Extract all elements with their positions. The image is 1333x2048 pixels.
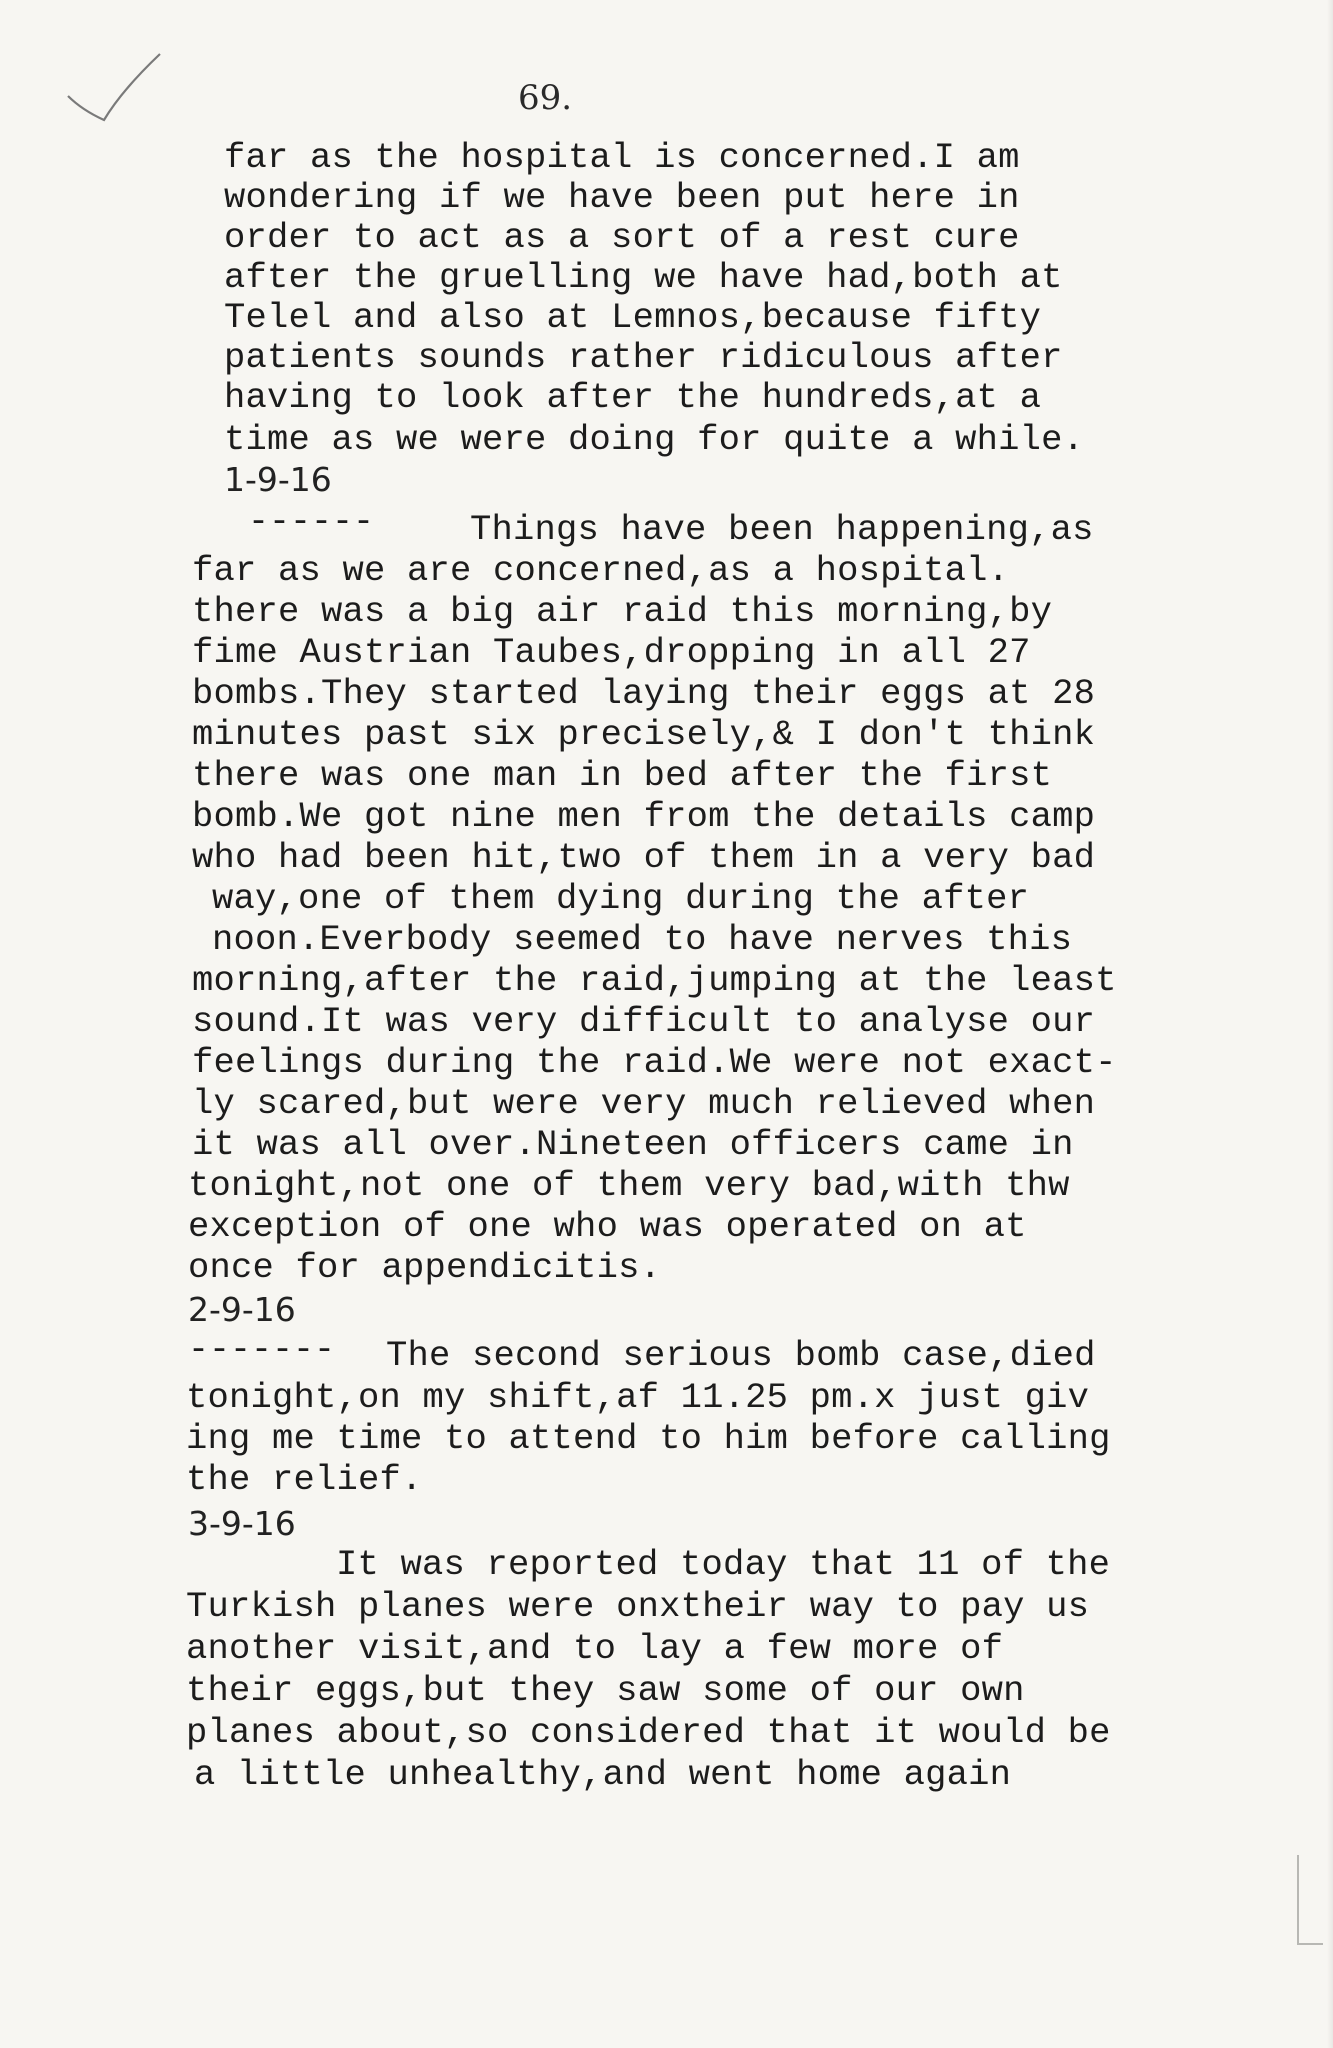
margin-rule-foot bbox=[1297, 1943, 1323, 1945]
text-line: wondering if we have been put here in bbox=[224, 177, 1020, 218]
text-line: a little unhealthy,and went home again bbox=[194, 1754, 1012, 1795]
text-line: The second serious bomb case,died bbox=[386, 1335, 1096, 1376]
text-line: it was all over.Nineteen officers came in bbox=[192, 1124, 1074, 1165]
entry-date: 1-9-16 bbox=[224, 460, 332, 499]
text-line: ing me time to attend to him before calling bbox=[186, 1418, 1111, 1459]
text-line: noon.Everbody seemed to have nerves this bbox=[212, 919, 1073, 960]
page-number: 69. bbox=[518, 78, 573, 118]
text-line: feelings during the raid.We were not exact- bbox=[192, 1042, 1117, 1083]
text-line: the relief. bbox=[186, 1459, 423, 1500]
text-line: Telel and also at Lemnos,because fifty bbox=[224, 297, 1042, 338]
text-line: sound.It was very difficult to analyse our bbox=[192, 1001, 1096, 1042]
text-line: fime Austrian Taubes,dropping in all 27 bbox=[192, 632, 1031, 673]
text-line: who had been hit,two of them in a very bad bbox=[192, 837, 1096, 878]
text-line: once for appendicitis. bbox=[188, 1247, 662, 1288]
entry-dash: ------ bbox=[248, 502, 375, 542]
margin-rule bbox=[1297, 1855, 1299, 1945]
text-line: ly scared,but were very much relieved when bbox=[192, 1083, 1096, 1124]
text-line: It was reported today that 11 of the bbox=[336, 1544, 1111, 1585]
entry-dash: ------- bbox=[188, 1330, 336, 1370]
text-line: bomb.We got nine men from the details camp bbox=[192, 796, 1096, 837]
text-line: way,one of them dying during the after bbox=[212, 878, 1030, 919]
pencil-tick-mark bbox=[60, 50, 170, 130]
text-line: far as we are concerned,as a hospital. bbox=[192, 550, 1010, 591]
text-line: far as the hospital is concerned.I am bbox=[224, 137, 1020, 178]
text-line: after the gruelling we have had,both at bbox=[224, 257, 1063, 298]
entry-date: 2-9-16 bbox=[188, 1290, 296, 1329]
text-line: patients sounds rather ridiculous after bbox=[224, 337, 1063, 378]
entry-date: 3-9-16 bbox=[188, 1504, 296, 1543]
text-line: tonight,not one of them very bad,with thw bbox=[188, 1165, 1070, 1206]
text-line: having to look after the hundreds,at a bbox=[224, 377, 1042, 418]
text-line: planes about,so considered that it would be bbox=[186, 1712, 1111, 1753]
text-line: tonight,on my shift,af 11.25 pm.x just giv bbox=[186, 1377, 1090, 1418]
text-line: there was a big air raid this morning,by bbox=[192, 591, 1053, 632]
text-line: bombs.They started laying their eggs at 28 bbox=[192, 673, 1096, 714]
text-line: Things have been happening,as bbox=[470, 509, 1094, 550]
text-line: exception of one who was operated on at bbox=[188, 1206, 1027, 1247]
scan-edge bbox=[1327, 0, 1333, 2048]
text-line: another visit,and to lay a few more of bbox=[186, 1628, 1004, 1669]
text-line: order to act as a sort of a rest cure bbox=[224, 217, 1020, 258]
text-line: time as we were doing for quite a while. bbox=[224, 419, 1085, 460]
text-line: there was one man in bed after the first bbox=[192, 755, 1053, 796]
text-line: morning,after the raid,jumping at the least bbox=[192, 960, 1117, 1001]
text-line: Turkish planes were onxtheir way to pay us bbox=[186, 1586, 1090, 1627]
text-line: their eggs,but they saw some of our own bbox=[186, 1670, 1025, 1711]
text-line: minutes past six precisely,& I don't think bbox=[192, 714, 1096, 755]
